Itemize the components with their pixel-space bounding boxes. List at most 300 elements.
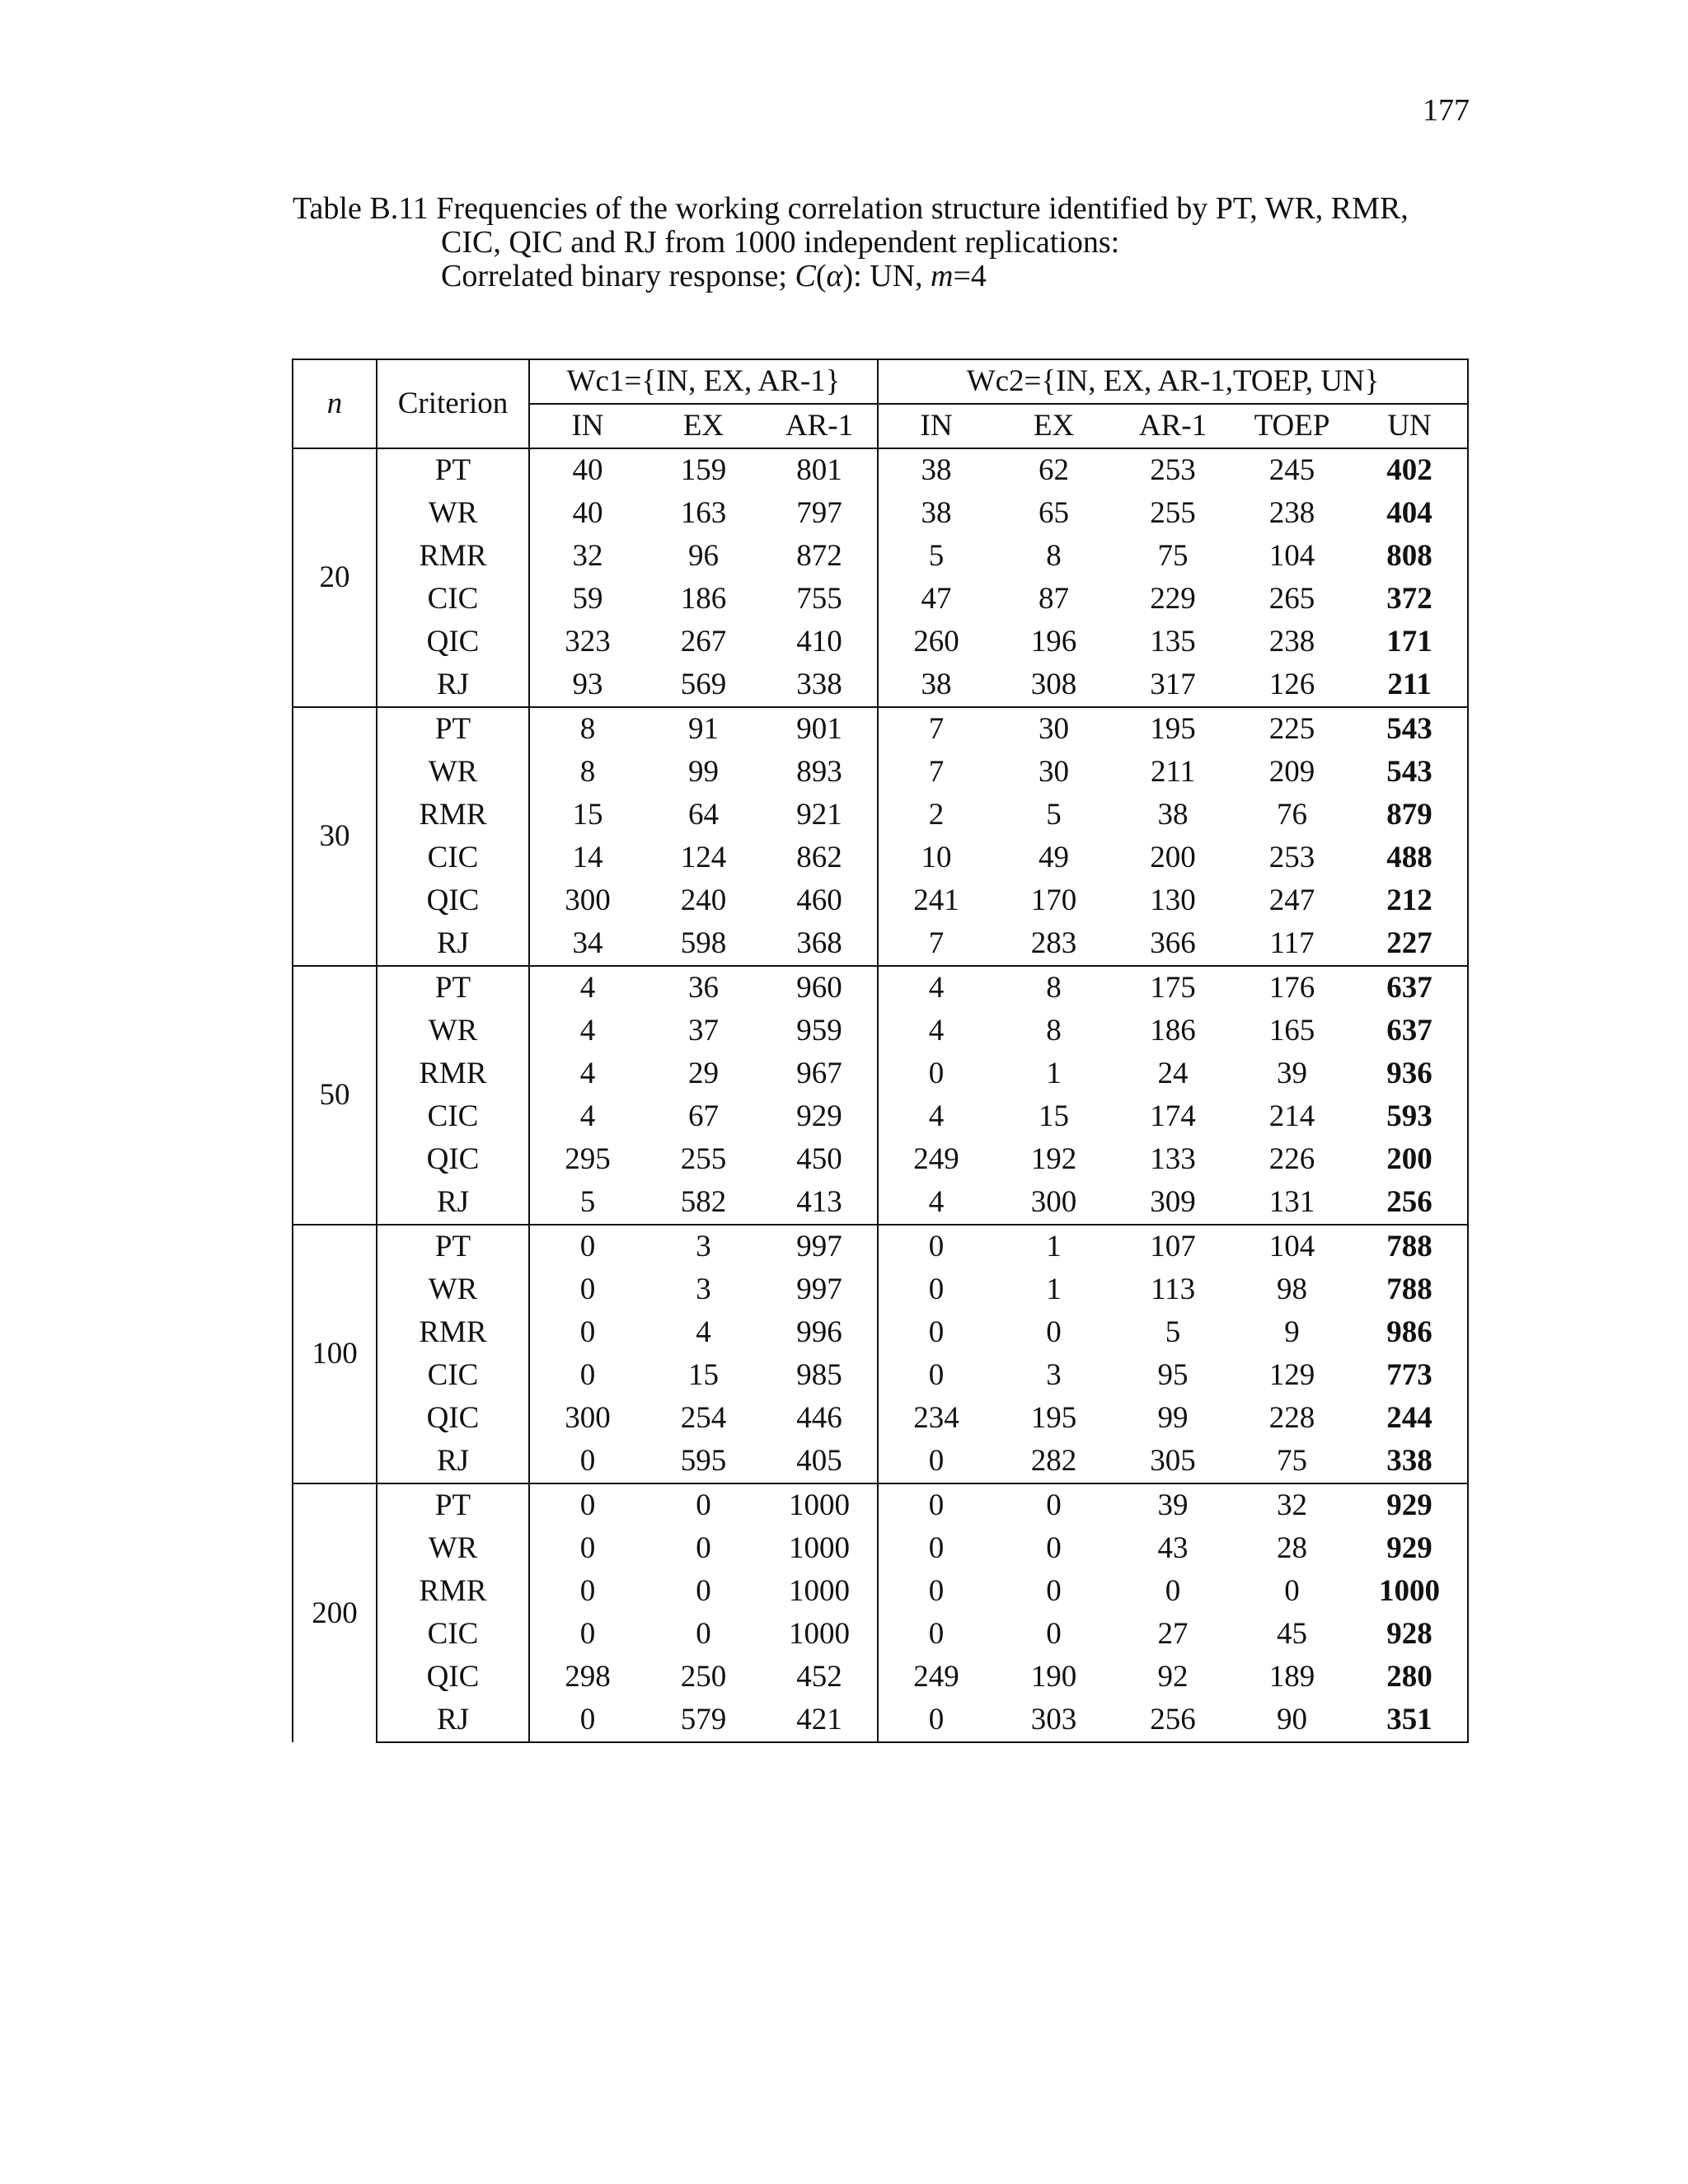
wc2-value-cell: 5 xyxy=(1046,798,1062,832)
wc2-column-header: AR-1 xyxy=(1114,404,1232,448)
wc2-value-cell: 165 xyxy=(1268,1014,1315,1047)
criterion-cell: WR xyxy=(377,1010,529,1052)
wc1-value-cell: 8 xyxy=(529,707,645,751)
wc2-value-cell: 126 xyxy=(1268,668,1315,701)
wc1-value-cell: 421 xyxy=(762,1699,878,1742)
wc2-value-cell: 87 xyxy=(1039,582,1070,616)
wc2-value-cell: 90 xyxy=(1232,1699,1352,1742)
wc1-value-cell: 595 xyxy=(680,1444,727,1478)
un-value-cell: 936 xyxy=(1352,1052,1468,1095)
wc2-value-cell: 3 xyxy=(1046,1358,1062,1392)
wc2-value-cell: 303 xyxy=(994,1699,1114,1742)
wc1-value-cell: 0 xyxy=(529,1483,645,1527)
wc2-value-cell: 214 xyxy=(1268,1099,1315,1133)
wc2-value-cell: 8 xyxy=(1046,539,1062,573)
table-row xyxy=(293,535,1468,578)
wc1-value-cell: 0 xyxy=(696,1574,711,1608)
wc1-value-cell: 959 xyxy=(796,1014,842,1047)
wc2-value-cell: 39 xyxy=(1114,1483,1232,1527)
wc2-value-cell: 49 xyxy=(1039,841,1070,874)
wc1-value-cell: 985 xyxy=(796,1358,842,1392)
wc1-value-cell: 0 xyxy=(696,1531,711,1565)
wc1-value-cell: 405 xyxy=(796,1444,842,1478)
wc2-value-cell: 131 xyxy=(1268,1185,1315,1219)
table-row xyxy=(293,663,1468,707)
un-value-cell: 200 xyxy=(1352,1138,1468,1181)
wc1-value-cell: 34 xyxy=(529,922,645,966)
wc1-value-cell: 801 xyxy=(762,448,878,492)
wc2-value-cell: 39 xyxy=(1277,1057,1308,1090)
criterion-cell: RJ xyxy=(377,1440,529,1483)
wc1-value-cell: 36 xyxy=(645,966,762,1010)
un-value-cell: 244 xyxy=(1352,1397,1468,1440)
wc2-value-cell: 247 xyxy=(1268,883,1315,917)
wc2-column-header: IN xyxy=(878,404,994,448)
un-value-cell: 929 xyxy=(1352,1483,1468,1527)
wc1-value-cell: 32 xyxy=(529,535,645,578)
wc2-value-cell: 28 xyxy=(1277,1531,1308,1565)
wc2-value-cell: 265 xyxy=(1268,582,1315,616)
table-row xyxy=(293,448,1468,492)
table-row xyxy=(293,1138,1468,1181)
wc2-value-cell: 104 xyxy=(1268,539,1315,573)
wc1-value-cell: 4 xyxy=(696,1315,711,1349)
table-row xyxy=(293,1354,1468,1397)
wc2-value-cell: 190 xyxy=(1030,1660,1077,1694)
wc2-value-cell: 225 xyxy=(1232,707,1352,751)
wc1-value-cell: 99 xyxy=(688,755,719,789)
criterion-cell: RJ xyxy=(377,1181,529,1225)
un-value-cell: 788 xyxy=(1352,1268,1468,1311)
wc2-value-cell: 0 xyxy=(878,1570,994,1613)
wc1-value-cell: 4 xyxy=(529,1010,645,1052)
wc2-value-cell: 24 xyxy=(1157,1057,1189,1090)
wc2-value-cell: 104 xyxy=(1232,1225,1352,1268)
table-row xyxy=(293,1699,1468,1742)
wc2-value-cell: 15 xyxy=(1039,1099,1070,1133)
wc2-value-cell: 5 xyxy=(1165,1315,1181,1349)
wc1-value-cell: 997 xyxy=(762,1225,878,1268)
wc1-value-cell: 579 xyxy=(645,1699,762,1742)
un-value-cell: 879 xyxy=(1352,794,1468,837)
table-row xyxy=(293,1613,1468,1656)
wc1-value-cell: 254 xyxy=(680,1401,727,1435)
wc1-value-cell: 368 xyxy=(796,926,842,960)
n-header: n xyxy=(293,359,377,448)
wc1-value-cell: 14 xyxy=(529,837,645,879)
wc2-value-cell: 4 xyxy=(878,1010,994,1052)
wc2-value-cell: 0 xyxy=(1046,1315,1062,1349)
un-value-cell: 543 xyxy=(1352,707,1468,751)
wc1-value-cell: 1000 xyxy=(789,1574,851,1608)
wc1-value-cell: 0 xyxy=(529,1268,645,1311)
wc2-value-cell: 241 xyxy=(878,879,994,922)
wc1-value-cell: 91 xyxy=(645,707,762,751)
wc1-value-cell: 413 xyxy=(796,1185,842,1219)
table-row xyxy=(293,751,1468,794)
wc2-value-cell: 45 xyxy=(1277,1617,1308,1651)
wc1-value-cell: 1000 xyxy=(762,1483,878,1527)
wc2-value-cell: 209 xyxy=(1268,755,1315,789)
wc2-value-cell: 0 xyxy=(878,1440,994,1483)
wc1-value-cell: 93 xyxy=(529,663,645,707)
criterion-cell: QIC xyxy=(377,621,529,663)
un-value-cell: 256 xyxy=(1352,1181,1468,1225)
wc1-value-cell: 997 xyxy=(796,1272,842,1306)
wc2-value-cell: 4 xyxy=(878,966,994,1010)
wc2-value-cell: 0 xyxy=(878,1354,994,1397)
wc2-value-cell: 0 xyxy=(878,1311,994,1354)
wc2-value-cell: 38 xyxy=(1157,798,1189,832)
wc2-value-cell: 1 xyxy=(1046,1272,1062,1306)
wc2-column-header: UN xyxy=(1352,404,1468,448)
caption-line-2: CIC, QIC and RJ from 1000 independent replications: xyxy=(441,225,1120,260)
wc1-column-header: EX xyxy=(645,404,762,448)
wc1-value-cell: 872 xyxy=(796,539,842,573)
wc2-value-cell: 300 xyxy=(1030,1185,1077,1219)
wc2-value-cell: 5 xyxy=(878,535,994,578)
wc2-value-cell: 0 xyxy=(994,1483,1114,1527)
wc2-value-cell: 175 xyxy=(1114,966,1232,1010)
wc2-value-cell: 189 xyxy=(1268,1660,1315,1694)
wc2-value-cell: 0 xyxy=(1046,1531,1062,1565)
criterion-cell: RMR xyxy=(377,1311,529,1354)
criterion-cell: QIC xyxy=(377,1138,529,1181)
wc2-value-cell: 75 xyxy=(1277,1444,1308,1478)
criterion-cell: RMR xyxy=(377,794,529,837)
un-value-cell: 402 xyxy=(1352,448,1468,492)
table-row xyxy=(293,879,1468,922)
wc1-value-cell: 0 xyxy=(645,1483,762,1527)
wc1-value-cell: 450 xyxy=(796,1142,842,1176)
wc2-value-cell: 308 xyxy=(1030,668,1077,701)
caption-line-3-mid: ): UN, xyxy=(842,259,931,293)
wc2-value-cell: 253 xyxy=(1268,841,1315,874)
wc2-value-cell: 366 xyxy=(1150,926,1196,960)
frequency-table xyxy=(292,359,1469,1743)
wc1-value-cell: 0 xyxy=(529,1527,645,1570)
wc2-value-cell: 309 xyxy=(1150,1185,1196,1219)
table-row xyxy=(293,1268,1468,1311)
wc2-value-cell: 62 xyxy=(994,448,1114,492)
wc2-value-cell: 38 xyxy=(878,663,994,707)
wc2-value-cell: 0 xyxy=(878,1268,994,1311)
un-value-cell: 928 xyxy=(1352,1613,1468,1656)
wc1-value-cell: 4 xyxy=(529,966,645,1010)
wc1-value-cell: 0 xyxy=(529,1570,645,1613)
caption-open-paren: ( xyxy=(815,259,827,293)
wc1-value-cell: 250 xyxy=(680,1660,727,1694)
wc2-value-cell: 211 xyxy=(1150,755,1196,789)
wc2-value-cell: 226 xyxy=(1268,1142,1315,1176)
criterion-cell: RMR xyxy=(377,535,529,578)
wc1-value-cell: 755 xyxy=(796,582,842,616)
wc2-value-cell: 0 xyxy=(1284,1574,1300,1608)
wc1-value-cell: 338 xyxy=(796,668,842,701)
un-value-cell: 212 xyxy=(1352,879,1468,922)
criterion-cell: RJ xyxy=(377,1699,529,1742)
sample-size-cell: 20 xyxy=(293,448,377,707)
wc2-value-cell: 4 xyxy=(878,1095,994,1138)
wc2-value-cell: 113 xyxy=(1150,1272,1196,1306)
caption-alpha-symbol: α xyxy=(826,259,843,293)
table-row xyxy=(293,1656,1468,1699)
table-row xyxy=(293,578,1468,621)
wc1-value-cell: 300 xyxy=(529,1397,645,1440)
wc1-value-cell: 0 xyxy=(529,1613,645,1656)
caption-line-3 xyxy=(293,260,1479,293)
wc1-value-cell: 0 xyxy=(529,1440,645,1483)
wc1-value-cell: 255 xyxy=(680,1142,727,1176)
un-value-cell: 227 xyxy=(1352,922,1468,966)
table-row xyxy=(293,837,1468,879)
wc1-value-cell: 40 xyxy=(529,448,645,492)
wc2-value-cell: 245 xyxy=(1232,448,1352,492)
un-value-cell: 593 xyxy=(1352,1095,1468,1138)
wc1-value-cell: 5 xyxy=(529,1181,645,1225)
un-value-cell: 543 xyxy=(1352,751,1468,794)
criterion-cell: QIC xyxy=(377,1656,529,1699)
wc2-value-cell: 7 xyxy=(878,922,994,966)
criterion-cell: WR xyxy=(377,492,529,535)
wc1-value-cell: 967 xyxy=(796,1057,842,1090)
table-row xyxy=(293,1527,1468,1570)
sample-size-cell: 100 xyxy=(293,1225,377,1483)
wc2-value-cell: 47 xyxy=(878,578,994,621)
criterion-cell: RJ xyxy=(377,663,529,707)
wc1-value-cell: 452 xyxy=(796,1660,842,1694)
wc2-value-cell: 4 xyxy=(878,1181,994,1225)
un-value-cell: 637 xyxy=(1352,966,1468,1010)
wc2-value-cell: 0 xyxy=(878,1052,994,1095)
un-value-cell: 773 xyxy=(1352,1354,1468,1397)
wc2-value-cell: 129 xyxy=(1268,1358,1315,1392)
table-row xyxy=(293,492,1468,535)
wc2-value-cell: 238 xyxy=(1268,625,1315,658)
sample-size-cell: 30 xyxy=(293,707,377,966)
wc2-value-cell: 229 xyxy=(1150,582,1196,616)
criterion-cell: CIC xyxy=(377,1613,529,1656)
wc2-value-cell: 32 xyxy=(1232,1483,1352,1527)
wc2-value-cell: 1 xyxy=(1046,1057,1062,1090)
wc2-value-cell: 43 xyxy=(1157,1531,1189,1565)
wc2-value-cell: 1 xyxy=(994,1225,1114,1268)
table-row xyxy=(293,1010,1468,1052)
wc2-value-cell: 249 xyxy=(878,1656,994,1699)
wc2-value-cell: 228 xyxy=(1268,1401,1315,1435)
wc2-value-cell: 10 xyxy=(878,837,994,879)
criterion-cell: QIC xyxy=(377,879,529,922)
wc2-value-cell: 38 xyxy=(878,448,994,492)
criterion-cell: PT xyxy=(377,1483,529,1527)
caption-line-1: Table B.11 Frequencies of the working correlation structure identified by PT, WR, RMR, xyxy=(293,191,1409,226)
wc2-value-cell: 170 xyxy=(1030,883,1077,917)
wc2-value-cell: 76 xyxy=(1277,798,1308,832)
wc1-value-cell: 15 xyxy=(529,794,645,837)
wc2-value-cell: 8 xyxy=(1046,1014,1062,1047)
criterion-cell: PT xyxy=(377,1225,529,1268)
wc1-value-cell: 3 xyxy=(645,1225,762,1268)
table-row xyxy=(293,922,1468,966)
wc2-value-cell: 195 xyxy=(1114,707,1232,751)
wc1-value-cell: 598 xyxy=(680,926,727,960)
criterion-cell: QIC xyxy=(377,1397,529,1440)
criterion-cell: RMR xyxy=(377,1052,529,1095)
wc2-value-cell: 0 xyxy=(878,1613,994,1656)
wc2-column-header: EX xyxy=(994,404,1114,448)
wc1-value-cell: 15 xyxy=(688,1358,719,1392)
wc2-value-cell: 186 xyxy=(1150,1014,1196,1047)
wc2-value-cell: 130 xyxy=(1150,883,1196,917)
wc2-value-cell: 0 xyxy=(878,1483,994,1527)
wc1-value-cell: 1000 xyxy=(789,1617,851,1651)
criterion-cell: PT xyxy=(377,707,529,751)
wc2-value-cell: 9 xyxy=(1284,1315,1300,1349)
wc2-value-cell: 174 xyxy=(1150,1099,1196,1133)
caption-line-3-prefix: Correlated binary response; xyxy=(441,259,795,293)
wc1-value-cell: 0 xyxy=(529,1311,645,1354)
criterion-cell: WR xyxy=(377,751,529,794)
wc2-value-cell: 253 xyxy=(1114,448,1232,492)
wc1-group-header: Wc1={IN, EX, AR-1} xyxy=(529,359,878,404)
un-value-cell: 637 xyxy=(1352,1010,1468,1052)
criterion-cell: PT xyxy=(377,966,529,1010)
un-value-cell: 986 xyxy=(1352,1311,1468,1354)
wc2-value-cell: 38 xyxy=(878,492,994,535)
wc2-value-cell: 99 xyxy=(1157,1401,1189,1435)
wc1-column-header: IN xyxy=(529,404,645,448)
sample-size-cell: 200 xyxy=(293,1483,377,1742)
wc2-value-cell: 238 xyxy=(1268,496,1315,530)
wc1-value-cell: 37 xyxy=(688,1014,719,1047)
wc2-value-cell: 317 xyxy=(1150,668,1196,701)
wc1-value-cell: 1000 xyxy=(789,1531,851,1565)
wc1-value-cell: 298 xyxy=(529,1656,645,1699)
wc2-value-cell: 256 xyxy=(1114,1699,1232,1742)
un-value-cell: 338 xyxy=(1352,1440,1468,1483)
wc2-value-cell: 255 xyxy=(1150,496,1196,530)
wc1-value-cell: 901 xyxy=(762,707,878,751)
wc2-value-cell: 200 xyxy=(1150,841,1196,874)
table-row xyxy=(293,1095,1468,1138)
wc1-value-cell: 862 xyxy=(796,841,842,874)
wc1-value-cell: 410 xyxy=(796,625,842,658)
un-value-cell: 211 xyxy=(1352,663,1468,707)
wc1-value-cell: 893 xyxy=(796,755,842,789)
table-row xyxy=(293,1570,1468,1613)
wc1-value-cell: 40 xyxy=(529,492,645,535)
page-number: 177 xyxy=(1423,93,1470,128)
wc2-value-cell: 75 xyxy=(1157,539,1189,573)
table-row xyxy=(293,1440,1468,1483)
wc1-value-cell: 323 xyxy=(529,621,645,663)
wc1-value-cell: 460 xyxy=(796,883,842,917)
wc2-value-cell: 135 xyxy=(1150,625,1196,658)
wc2-value-cell: 0 xyxy=(878,1699,994,1742)
wc1-value-cell: 960 xyxy=(762,966,878,1010)
wc2-value-cell: 192 xyxy=(1030,1142,1077,1176)
wc2-value-cell: 234 xyxy=(878,1397,994,1440)
wc2-value-cell: 133 xyxy=(1150,1142,1196,1176)
criterion-cell: CIC xyxy=(377,1095,529,1138)
wc1-value-cell: 446 xyxy=(796,1401,842,1435)
wc2-value-cell: 260 xyxy=(878,621,994,663)
wc1-value-cell: 67 xyxy=(688,1099,719,1133)
criterion-cell: CIC xyxy=(377,1354,529,1397)
wc1-value-cell: 96 xyxy=(688,539,719,573)
wc2-group-header: Wc2={IN, EX, AR-1,TOEP, UN} xyxy=(878,359,1468,404)
wc2-value-cell: 0 xyxy=(1046,1617,1062,1651)
wc2-value-cell: 196 xyxy=(1030,625,1077,658)
un-value-cell: 929 xyxy=(1352,1527,1468,1570)
wc2-value-cell: 7 xyxy=(878,707,994,751)
wc2-value-cell: 0 xyxy=(878,1225,994,1268)
table-row xyxy=(293,1225,1468,1268)
sample-size-cell: 50 xyxy=(293,966,377,1225)
table-row xyxy=(293,1397,1468,1440)
criterion-cell: PT xyxy=(377,448,529,492)
un-value-cell: 351 xyxy=(1352,1699,1468,1742)
wc1-value-cell: 582 xyxy=(680,1185,727,1219)
wc2-value-cell: 305 xyxy=(1150,1444,1196,1478)
un-value-cell: 280 xyxy=(1352,1656,1468,1699)
table-row xyxy=(293,1311,1468,1354)
wc1-value-cell: 0 xyxy=(529,1225,645,1268)
criterion-cell: WR xyxy=(377,1527,529,1570)
wc2-value-cell: 176 xyxy=(1232,966,1352,1010)
wc2-value-cell: 195 xyxy=(1030,1401,1077,1435)
wc2-value-cell: 65 xyxy=(1039,496,1070,530)
wc2-value-cell: 30 xyxy=(1039,755,1070,789)
wc1-value-cell: 159 xyxy=(645,448,762,492)
table-row xyxy=(293,1181,1468,1225)
wc1-value-cell: 295 xyxy=(529,1138,645,1181)
table-row xyxy=(293,966,1468,1010)
wc1-value-cell: 267 xyxy=(680,625,727,658)
criterion-cell: RMR xyxy=(377,1570,529,1613)
wc1-value-cell: 4 xyxy=(529,1095,645,1138)
wc1-value-cell: 3 xyxy=(696,1272,711,1306)
wc2-value-cell: 0 xyxy=(1165,1574,1181,1608)
un-value-cell: 404 xyxy=(1352,492,1468,535)
un-value-cell: 488 xyxy=(1352,837,1468,879)
wc2-value-cell: 283 xyxy=(1030,926,1077,960)
wc1-value-cell: 0 xyxy=(529,1354,645,1397)
wc2-value-cell: 0 xyxy=(878,1527,994,1570)
wc1-value-cell: 0 xyxy=(529,1699,645,1742)
caption-line-3-suffix: =4 xyxy=(953,259,987,293)
wc1-column-header: AR-1 xyxy=(762,404,878,448)
wc2-column-header: TOEP xyxy=(1232,404,1352,448)
wc1-value-cell: 29 xyxy=(688,1057,719,1090)
wc2-value-cell: 2 xyxy=(878,794,994,837)
wc1-value-cell: 59 xyxy=(529,578,645,621)
wc2-value-cell: 282 xyxy=(1030,1444,1077,1478)
wc2-value-cell: 98 xyxy=(1277,1272,1308,1306)
wc1-value-cell: 240 xyxy=(680,883,727,917)
wc2-value-cell: 249 xyxy=(878,1138,994,1181)
wc1-value-cell: 569 xyxy=(680,668,727,701)
un-value-cell: 372 xyxy=(1352,578,1468,621)
table-row xyxy=(293,794,1468,837)
wc1-value-cell: 64 xyxy=(688,798,719,832)
wc2-value-cell: 117 xyxy=(1269,926,1315,960)
table-row xyxy=(293,1483,1468,1527)
wc1-value-cell: 8 xyxy=(529,751,645,794)
table-caption xyxy=(293,192,1479,293)
criterion-cell: RJ xyxy=(377,922,529,966)
wc1-value-cell: 921 xyxy=(796,798,842,832)
